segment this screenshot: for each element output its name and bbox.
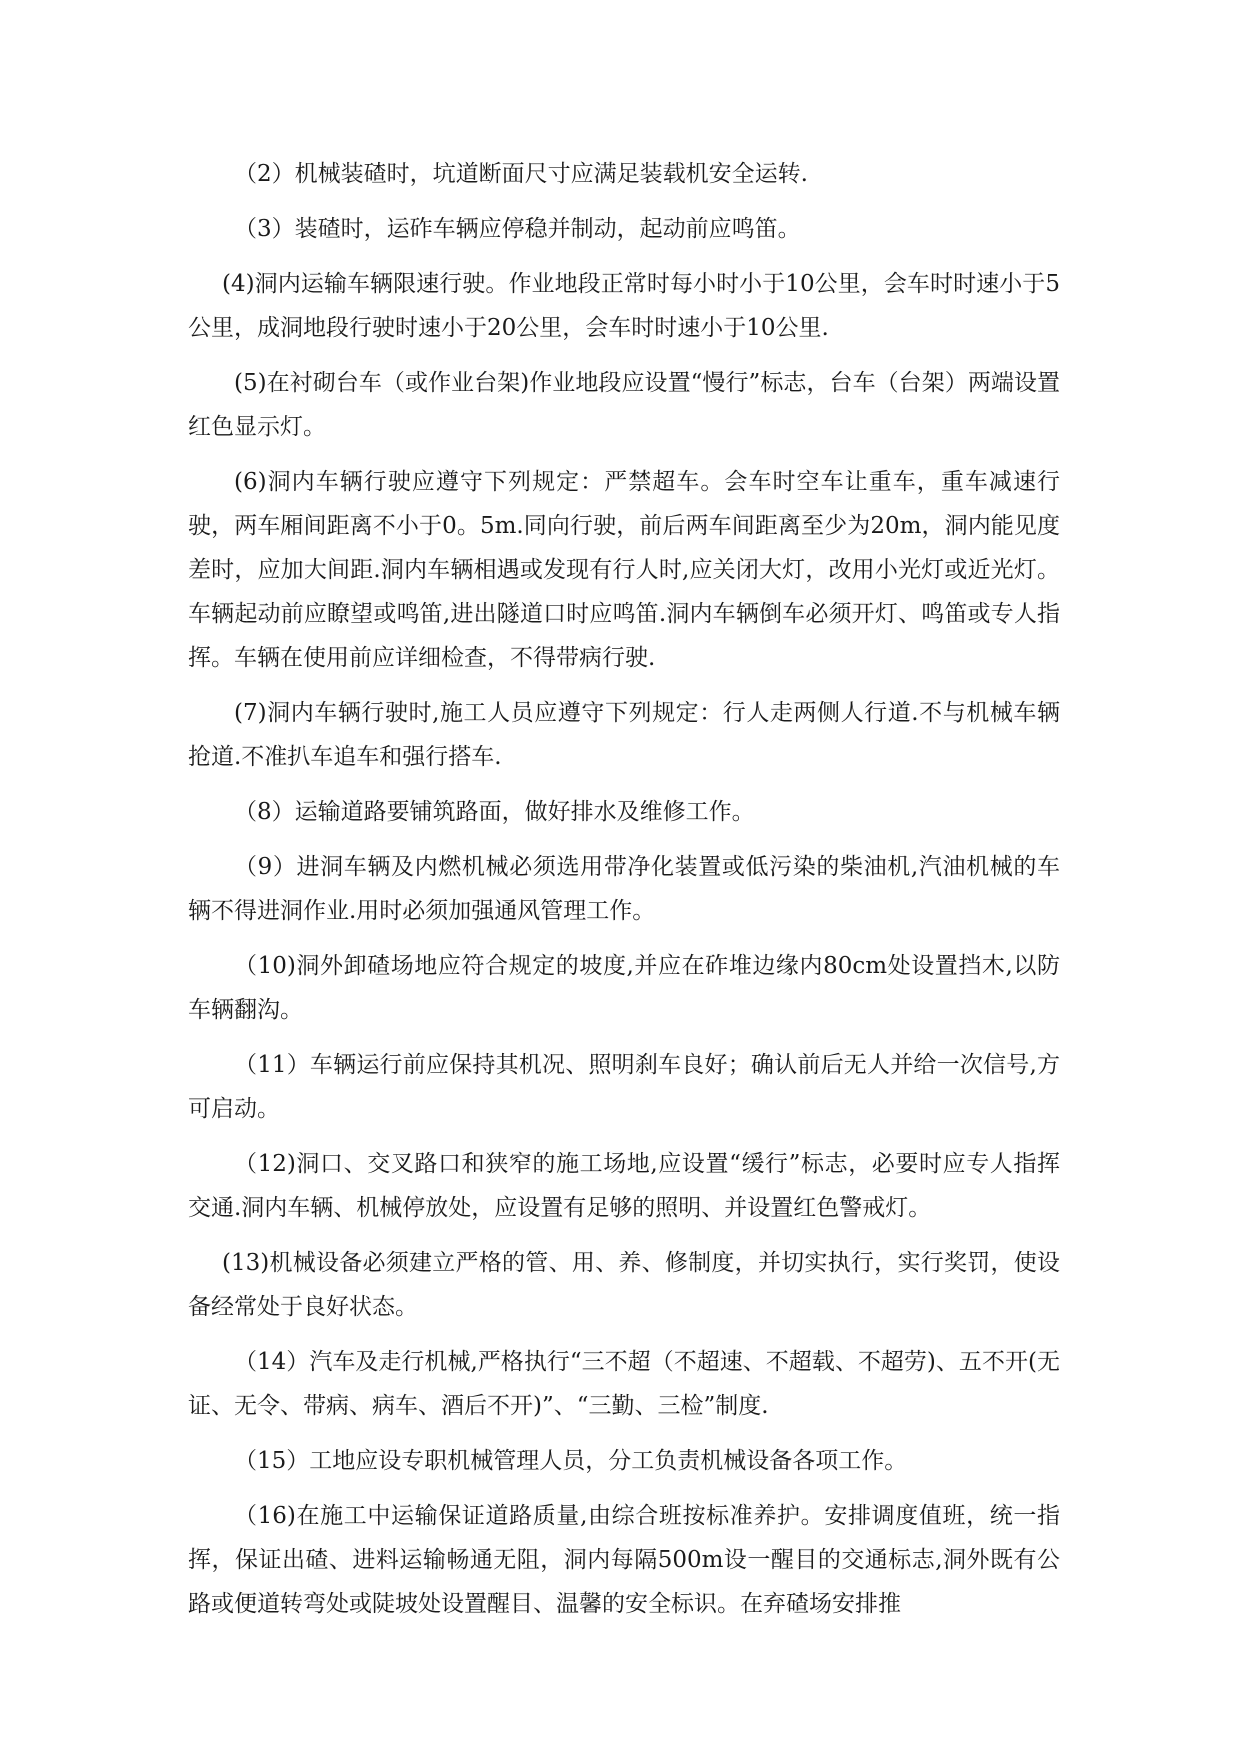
paragraph-3: （3）装碴时，运砟车辆应停稳并制动，起动前应鸣笛。 — [234, 216, 801, 242]
paragraph-15: （15）工地应设专职机械管理人员，分工负责机械设备各项工作。 — [234, 1448, 908, 1474]
paragraph-8: （8）运输道路要铺筑路面，做好排水及维修工作。 — [234, 799, 755, 825]
paragraph-14: （14）汽车及走行机械,严格执行“三不超（不超速、不超载、不超劳)、五不开(无证、无令、带病、病车、酒后不开)”、“三勤、三检”制度. — [188, 1349, 1060, 1419]
paragraph-12: （12)洞口、交叉路口和狭窄的施工场地,应设置“缓行”标志，必要时应专人指挥交通.洞内车辆、机械停放处，应设置有足够的照明、并设置红色警戒灯。 — [188, 1151, 1060, 1221]
paragraph-4: (4)洞内运输车辆限速行驶。作业地段正常时每小时小于10公里，会车时时速小于5公里，成洞地段行驶时速小于20公里，会车时时速小于10公里. — [188, 271, 1060, 341]
paragraph-9: （9）进洞车辆及内燃机械必须选用带净化装置或低污染的柴油机,汽油机械的车辆不得进洞作业.用时必须加强通风管理工作。 — [188, 854, 1060, 924]
paragraph-7: (7)洞内车辆行驶时,施工人员应遵守下列规定：行人走两侧人行道.不与机械车辆抢道.不准扒车追车和强行搭车. — [188, 700, 1060, 770]
paragraph-13: (13)机械设备必须建立严格的管、用、养、修制度，并切实执行，实行奖罚，使设备经常处于良好状态。 — [188, 1250, 1060, 1320]
paragraph-5: (5)在衬砌台车（或作业台架)作业地段应设置“慢行”标志，台车（台架）两端设置红色显示灯。 — [188, 370, 1060, 440]
paragraph-16: （16)在施工中运输保证道路质量,由综合班按标准养护。安排调度值班，统一指挥，保证出碴、进料运输畅通无阻，洞内每隔500m设一醒目的交通标志,洞外既有公路或便道转弯处或陡坡处设置醒目、温馨的安全标识。在弃碴场安排推 — [188, 1503, 1060, 1617]
paragraph-6: (6)洞内车辆行驶应遵守下列规定：严禁超车。会车时空车让重车，重车减速行驶，两车厢间距离不小于0。5m.同向行驶，前后两车间距离至少为20m，洞内能见度差时，应加大间距.洞内车辆相遇或发现有行人时,应关闭大灯，改用小光灯或近光灯。车辆起动前应瞭望或鸣笛,进出隧道口时应鸣笛.洞内车辆倒车必须开灯、鸣笛或专人指挥。车辆在使用前应详细检查，不得带病行驶. — [188, 469, 1060, 671]
paragraph-11: （11）车辆运行前应保持其机况、照明刹车良好；确认前后无人并给一次信号,方可启动。 — [188, 1052, 1060, 1122]
document-body — [188, 152, 1060, 1637]
paragraph-2: （2）机械装碴时，坑道断面尺寸应满足装载机安全运转. — [234, 161, 808, 187]
paragraph-10: （10)洞外卸碴场地应符合规定的坡度,并应在砟堆边缘内80cm处设置挡木,以防车辆翻沟。 — [188, 953, 1060, 1023]
